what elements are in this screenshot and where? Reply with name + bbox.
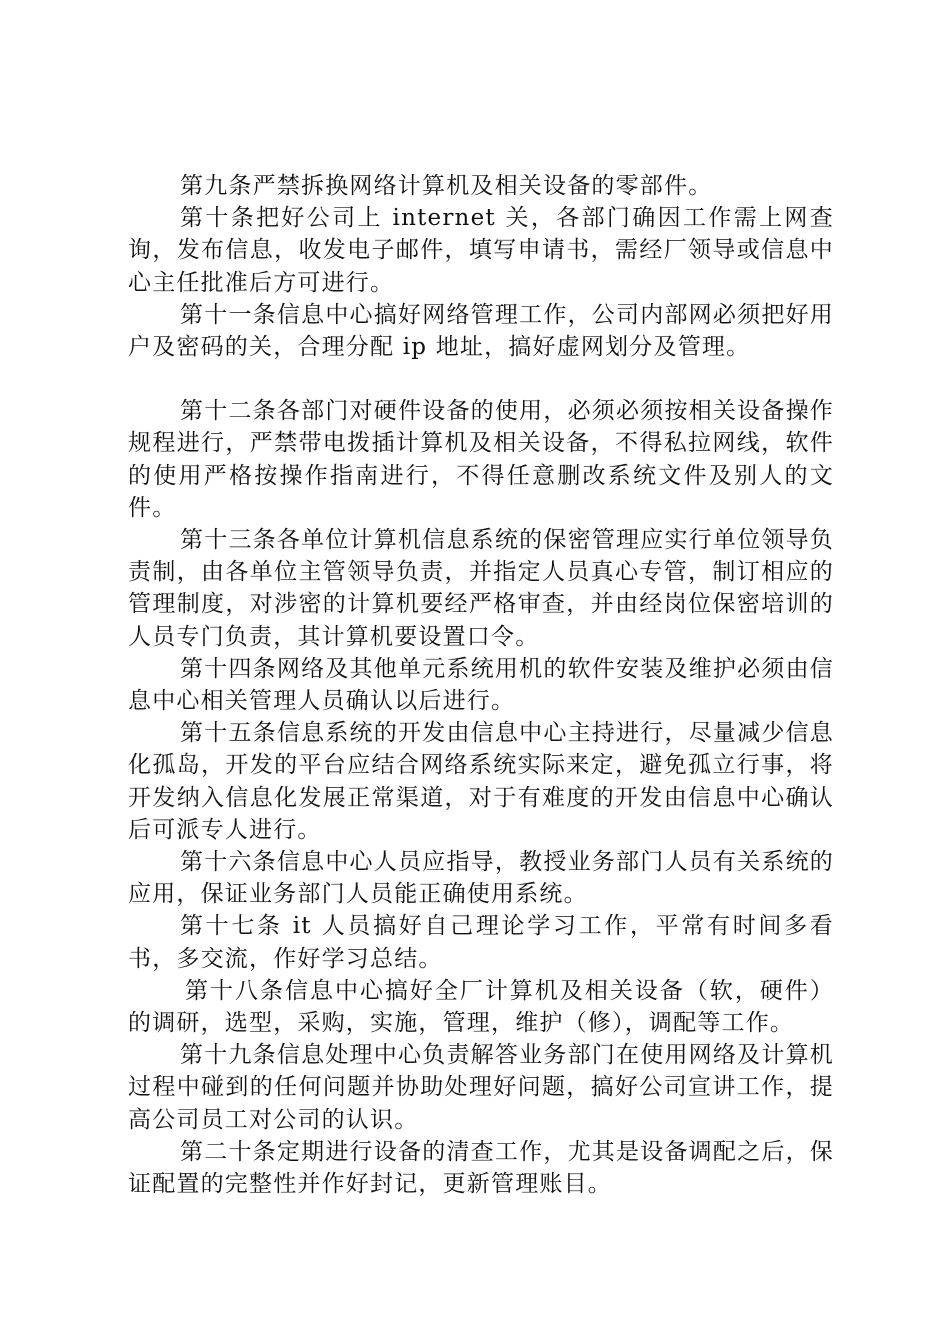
article-9-paragraph: 第九条严禁拆换网络计算机及相关设备的零部件。	[180, 173, 713, 199]
article-18-paragraph: 第十八条信息中心搞好全厂计算机及相关设备（软，硬件）的调研，选型，采购，实施，管理，维护（修），调配等工作。	[128, 977, 834, 1037]
article-15-paragraph: 第十五条信息系统的开发由信息中心主持进行，尽量减少信息化孤岛，开发的平台应结合网络系统实际来定，避免孤立行事，将开发纳入信息化发展正常渠道，对于有难度的开发由信息中心确认后可派专人进行。	[128, 720, 834, 843]
article-20-paragraph: 第二十条定期进行设备的清查工作，尤其是设备调配之后，保证配置的完整性并作好封记，更新管理账目。	[128, 1138, 834, 1198]
article-13-paragraph: 第十三条各单位计算机信息系统的保密管理应实行单位领导负责制，由各单位主管领导负责，并指定人员真心专管，制订相应的管理制度，对涉密的计算机要经严格审查，并由经岗位保密培训的人员专门负责，其计算机要设置口令。	[128, 527, 834, 650]
article-14-paragraph: 第十四条网络及其他单元系统用机的软件安装及维护必须由信息中心相关管理人员确认以后进行。	[128, 655, 834, 715]
article-10-paragraph: 第十条把好公司上 internet 关，各部门确因工作需上网查询，发布信息，收发电子邮件，填写申请书，需经厂领导或信息中心主任批准后方可进行。	[128, 205, 834, 296]
article-16-paragraph: 第十六条信息中心人员应指导，教授业务部门人员有关系统的应用，保证业务部门人员能正确使用系统。	[128, 849, 834, 908]
article-17-paragraph: 第十七条 it 人员搞好自己理论学习工作，平常有时间多看书，多交流，作好学习总结。	[128, 913, 834, 972]
article-12-paragraph: 第十二条各部门对硬件设备的使用，必须必须按相关设备操作规程进行，严禁带电拨插计算机及相关设备，不得私拉网线，软件的使用严格按操作指南进行，不得任意删改系统文件及别人的文件。	[128, 398, 834, 521]
document-body	[128, 170, 834, 1200]
article-19-paragraph: 第十九条信息处理中心负责解答业务部门在使用网络及计算机过程中碰到的任何问题并协助处理好问题，搞好公司宣讲工作，提高公司员工对公司的认识。	[128, 1042, 834, 1133]
article-11-paragraph: 第十一条信息中心搞好网络管理工作，公司内部网必须把好用户及密码的关，合理分配 ip 地址，搞好虚网划分及管理。	[128, 301, 834, 361]
